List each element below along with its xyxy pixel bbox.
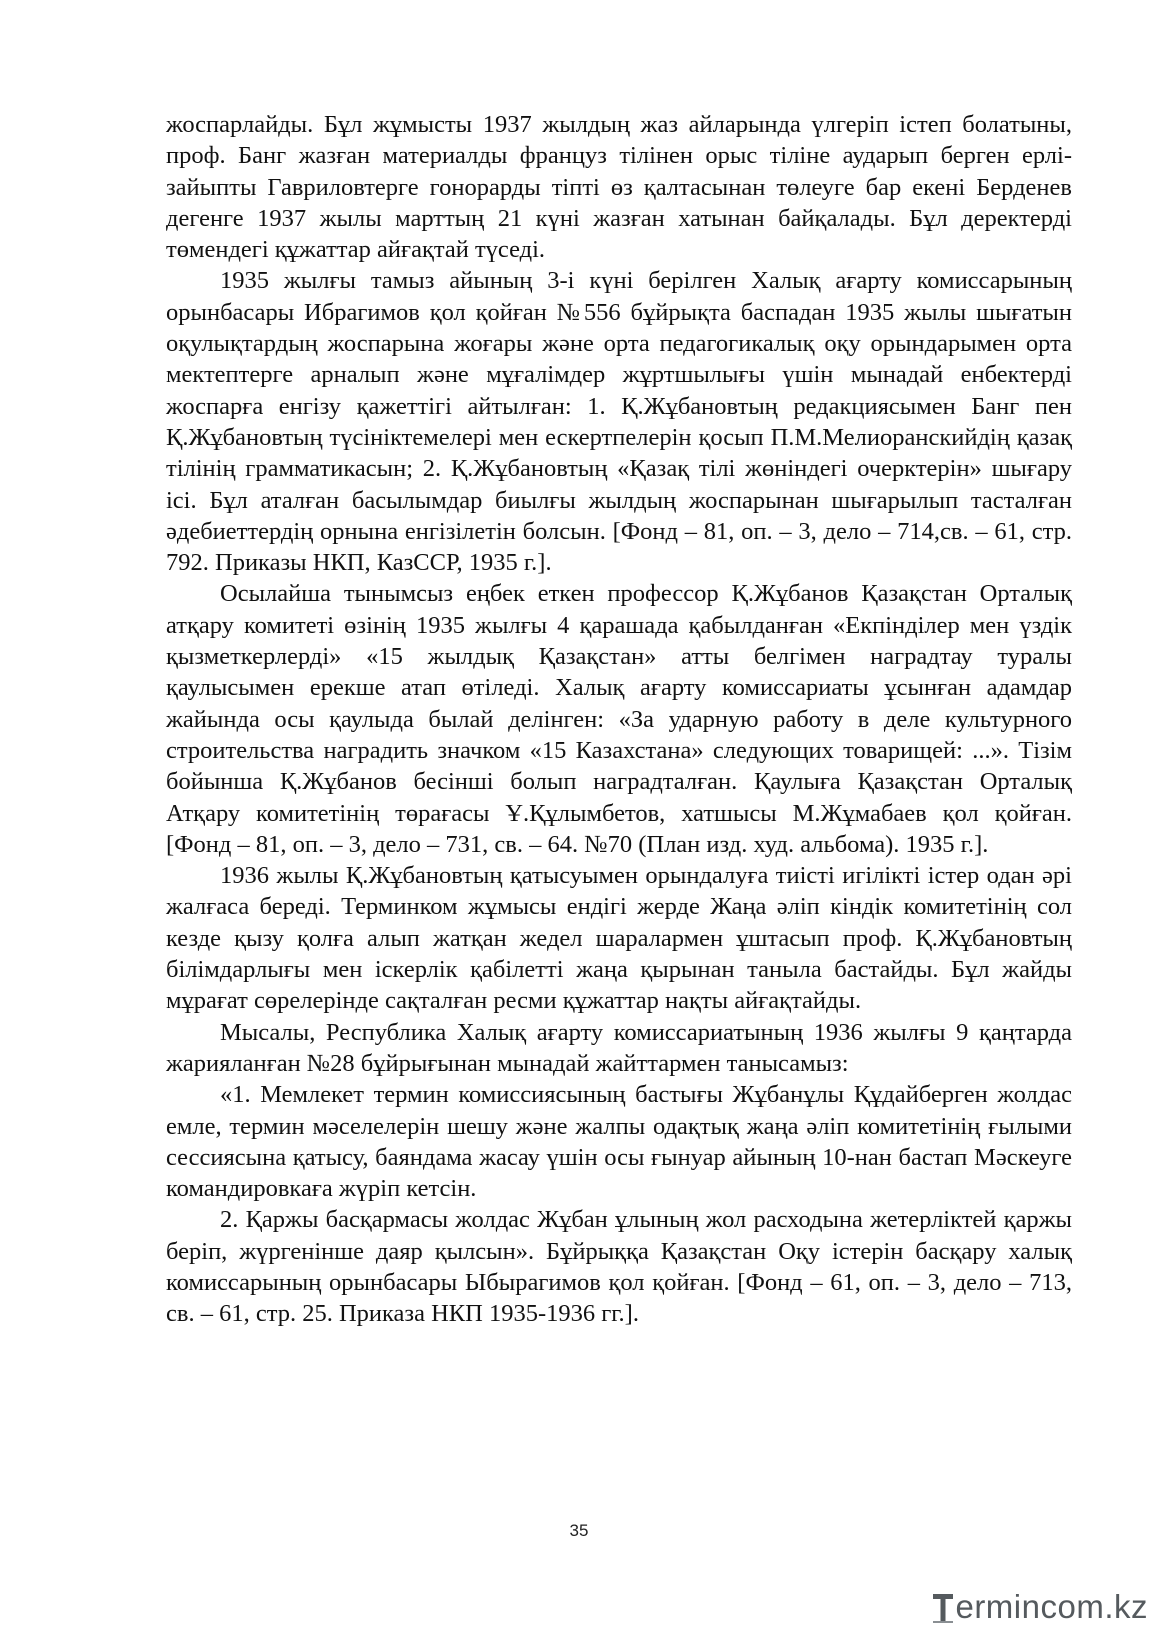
- paragraph-6: «1. Мемлекет термин комиссиясының бастығы Жұбанұлы Құдайберген жолдас емле, термин мәселелерін шешу және жалпы одақтық жаңа әліп комитетінің ғылыми сессиясына қатысу, баяндама жасау үшін осы ғынуар айының 10-нан бастап Мәскеуге командировкаға жүріп кетсін.: [166, 1081, 1072, 1203]
- paragraph-1: жоспарлайды. Бұл жұмысты 1937 жылдың жаз айларында үлгеріп істеп болатыны, проф. Банг жазған материалды француз тілінен орыс тіліне аударып берген ерлі-зайыпты Гавриловтерге гонорарды тіпті өз қалтасынан төлеуге бар екені Берденев дегенге 1937 жылы марттың 21 күні жазған хатынан байқалады. Бұл деректерді төмендегі құжаттар айғақтай түседі.: [166, 111, 1072, 264]
- document-body: [166, 109, 1072, 1330]
- paragraph-7: 2. Қаржы басқармасы жолдас Жұбан ұлының жол расходына жетерліктей қаржы беріп, жүргенінше даяр қылсын». Бұйрыққа Қазақстан Оқу істерін басқару халық комиссарының орынбасары Ыбырагимов қол қойған. [Фонд – 61, оп. – 3, дело – 713, св. – 61, стр. 25. Приказа НКП 1935-1936 гг.].: [166, 1206, 1072, 1328]
- paragraph-5: Мысалы, Республика Халық ағарту комиссариатының 1936 жылғы 9 қаңтарда жарияланған №28 бұйрығынан мынадай жайттармен танысамыз:: [166, 1018, 1072, 1077]
- paragraph-4: 1936 жылы Қ.Жұбановтың қатысуымен орындалуға тиісті игілікті істер одан әрі жалғаса береді. Терминком жұмысы ендігі жерде Жаңа әліп кіндік комитетінің сол кезде қызу қолға алып жатқан жедел шаралармен ұштасып проф. Қ.Жұбановтың білімдарлығы мен іскерлік қабілетті жаңа қырынан таныла бастайды. Бұл жайды мұрағат сөрелерінде сақталған ресми құжаттар нақты айғақтайды.: [166, 862, 1072, 1015]
- page-number: 35: [569, 1521, 589, 1540]
- termincom-watermark: [932, 1589, 1148, 1625]
- paragraph-3: Осылайша тынымсыз еңбек еткен профессор Қ.Жұбанов Қазақстан Орталық атқару комитеті өзінің 1935 жылғы 4 қарашада қабылданған «Екпінділер мен үздік қызметкерлерді» «15 жылдық Қазақстан» атты белгімен наградтау туралы қаулысымен ерекше атап өтіледі. Халық ағарту комиссариаты ұсынған адамдар жайында осы қаулыда былай делінген: «За ударную работу в деле культурного строительства наградить значком «15 Казахстана» следующих товарищей: ...». Тізім бойынша Қ.Жұбанов бесінші болып наградталған. Қаулыға Қазақстан Орталық Атқару комитетінің төрағасы Ұ.Құлымбетов, хатшысы М.Жұмабаев қол қойған. [Фонд – 81, оп. – 3, дело – 731, св. – 64. №70 (План изд. худ. альбома). 1935 г.].: [166, 580, 1072, 858]
- t-logo-icon: [932, 1589, 954, 1625]
- watermark-brand-text: ermincom.kz: [955, 1588, 1148, 1625]
- paragraph-2: 1935 жылғы тамыз айының 3-і күні берілген Халық ағарту комиссарының орынбасары Ибрагимов қол қойған №556 бұйрықта баспадан 1935 жылы шығатын оқулықтардың жоспарына жоғары және орта педагогикалық оқу орындарымен орта мектептерге арналып және мұғалімдер жұртшылығы үшін мынадай енбектерді жоспарға енгізу қажеттігі айтылған: 1. Қ.Жұбановтың редакциясымен Банг пен Қ.Жұбановтың түсініктемелері мен ескертпелерін қосып П.М.Мелиоранскийдің қазақ тілінің грамматикасын; 2. Қ.Жұбановтың «Қазақ тілі жөніндегі очерктерін» шығару ісі. Бұл аталған басылымдар биылғы жылдың жоспарынан шығарылып тасталған әдебиеттердің орнына енгізілетін болсын. [Фонд – 81, оп. – 3, дело – 714,св. – 61, стр. 792. Приказы НКП, КазССР, 1935 г.].: [166, 267, 1072, 577]
